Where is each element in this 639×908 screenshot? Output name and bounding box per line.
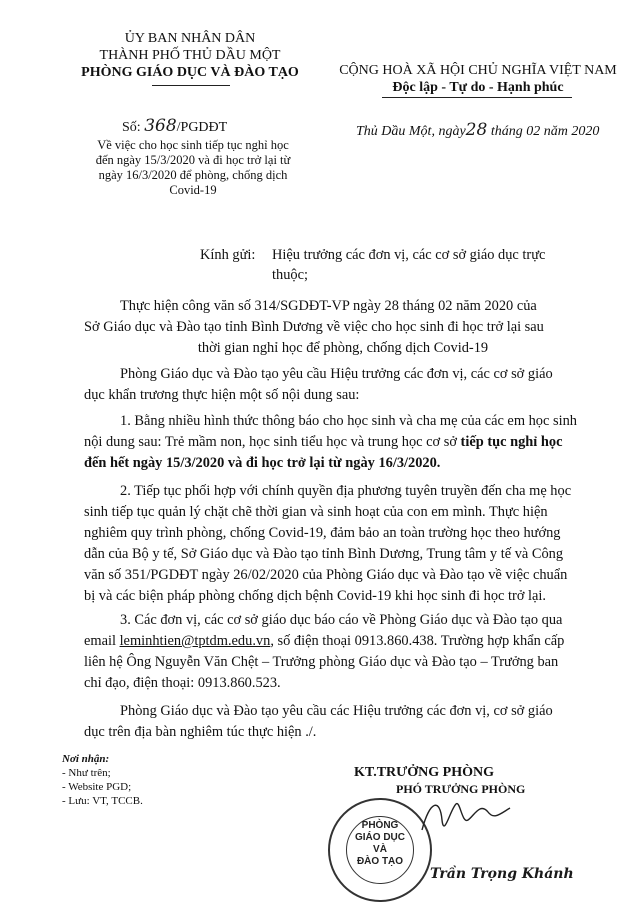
signer-title-text: TRƯỞNG PHÒNG (376, 765, 495, 780)
agency-line3: PHÒNG GIÁO DỤC VÀ ĐÀO TẠO (81, 65, 299, 80)
national-motto: Độc lập - Tự do - Hạnh phúc (392, 80, 564, 95)
body-line: 3. Các đơn vị, các cơ sở giáo dục báo cáo về Phòng Giáo dục và Đào tạo qua (120, 612, 563, 628)
signer-deputy: PHÓ TRƯỞNG PHÒNG (396, 782, 526, 796)
number-handwritten: 368 (144, 116, 177, 136)
distribution-item: - Lưu: VT, TCCB. (62, 795, 143, 807)
subject-line: đến ngày 15/3/2020 và đi học trở lại từ (95, 153, 291, 167)
body-line: Sở Giáo dục và Đào tạo tỉnh Bình Dương về việc cho học sinh đi học trở lại sau (84, 319, 544, 335)
recipient-line: thuộc; (272, 267, 308, 283)
distribution-item: - Như trên; (62, 767, 111, 779)
body-line: Phòng Giáo dục và Đào tạo yêu cầu Hiệu trưởng các đơn vị, các cơ sở giáo (120, 366, 553, 382)
body-line: văn số 351/PGDĐT ngày 26/02/2020 của Phòng Giáo dục và Đào tạo về việc chuẩn (84, 567, 568, 583)
signer-name: Trần Trọng Khánh (430, 866, 574, 882)
recipient-value (272, 245, 612, 285)
subject (62, 138, 324, 198)
number-suffix: /PGDĐT (176, 120, 228, 135)
item1-text: nội dung sau: Trẻ mầm non, học sinh tiểu học và trung học cơ sở (84, 434, 461, 450)
recipient-line: Hiệu trưởng các đơn vị, các cơ sở giáo dục trực (272, 247, 546, 263)
seal-line: PHÒNG (361, 820, 399, 831)
document-number (122, 118, 322, 136)
distribution-label: Nơi nhận: (62, 753, 110, 765)
body-line: thời gian nghỉ học để phòng, chống dịch Covid-19 (197, 340, 489, 356)
seal-line: VÀ (373, 844, 387, 855)
signer-prefix: KT. (354, 765, 377, 780)
distribution-item: - Website PGD; (62, 781, 132, 793)
number-prefix: Số: (122, 120, 141, 135)
body-line: dẫn của Bộ y tế, Sở Giáo dục và Đào tạo tỉnh Bình Dương, Trung tâm y tế và Công (84, 546, 564, 562)
body-line: nghiêm quy trình phòng, chống Covid-19, đảm bảo an toàn trường học theo hướng (84, 525, 561, 541)
item1-bold-text: tiếp tục nghỉ học (460, 434, 563, 450)
seal-line: GIÁO DỤC (355, 832, 405, 843)
issue-date (356, 122, 626, 140)
paragraph-request (84, 364, 602, 406)
item1-bold-line: đến hết ngày 15/3/2020 và đi học trở lại từ ngày 16/3/2020. (84, 455, 441, 471)
subject-line: ngày 16/3/2020 để phòng, chống dịch (98, 168, 288, 182)
paragraph-reference (84, 296, 602, 359)
body-line: bị và các biện pháp phòng chống dịch bệnh Covid-19 khi học sinh đi học trở lại. (84, 588, 547, 604)
body-line: 1. Bằng nhiều hình thức thông báo cho học sinh và cha mẹ của các em học sinh (120, 413, 577, 429)
national-line1: CỘNG HOÀ XÃ HỘI CHỦ NGHĨA VIỆT NAM (339, 63, 617, 78)
seal-line: ĐÀO TẠO (356, 856, 404, 867)
body-line: 2. Tiếp tục phối hợp với chính quyền địa phương tuyên truyền đến cha mẹ học (120, 483, 572, 499)
agency-line2: THÀNH PHỐ THỦ DẦU MỘT (99, 48, 281, 63)
body-line: chỉ đạo, điện thoại: 0913.860.523. (84, 675, 281, 691)
agency-header (60, 30, 320, 81)
subject-line: Về việc cho học sinh tiếp tục nghỉ học (97, 138, 289, 152)
motto-underline (382, 97, 572, 98)
body-line: liên hệ Ông Nguyễn Văn Chệt – Trưởng phòng Giáo dục và Đào tạo – Trưởng ban (84, 654, 559, 670)
email-link[interactable]: leminhtien@tptdm.edu.vn (119, 633, 271, 649)
date-suffix: tháng 02 năm 2020 (487, 124, 600, 139)
list-item-1 (84, 411, 602, 474)
body-line: dục khẩn trương thực hiện một số nội dung sau: (84, 387, 360, 403)
agency-line1: ỦY BAN NHÂN DÂN (124, 31, 256, 46)
recipient-label: Kính gửi: (200, 247, 256, 263)
paragraph-closing (84, 701, 602, 743)
list-item-3 (84, 610, 602, 694)
national-header (328, 62, 628, 96)
date-day-handwritten: 28 (465, 120, 488, 140)
subject-line: Covid-19 (169, 183, 217, 197)
body-line: sinh tiếp tục quản lý chặt chẽ thời gian và sinh hoạt của con em mình. Thực hiện (84, 504, 548, 520)
body-line: Phòng Giáo dục và Đào tạo yêu cầu các Hiệu trưởng các đơn vị, cơ sở giáo (120, 703, 553, 719)
body-line: dục trên địa bàn nghiêm túc thực hiện ./. (84, 724, 317, 740)
body-line: Thực hiện công văn số 314/SGDĐT-VP ngày 28 tháng 02 năm 2020 của (120, 298, 537, 314)
email-prefix: email (84, 633, 120, 649)
list-item-2 (84, 481, 602, 607)
date-prefix: Thủ Dầu Một, ngày (356, 124, 466, 139)
distribution-list (62, 752, 143, 808)
signature-icon (410, 790, 520, 850)
email-suffix: , số điện thoại 0913.860.438. Trường hợp khẩn cấp (270, 633, 565, 649)
signer-title (354, 764, 494, 781)
agency-underline (152, 85, 230, 86)
